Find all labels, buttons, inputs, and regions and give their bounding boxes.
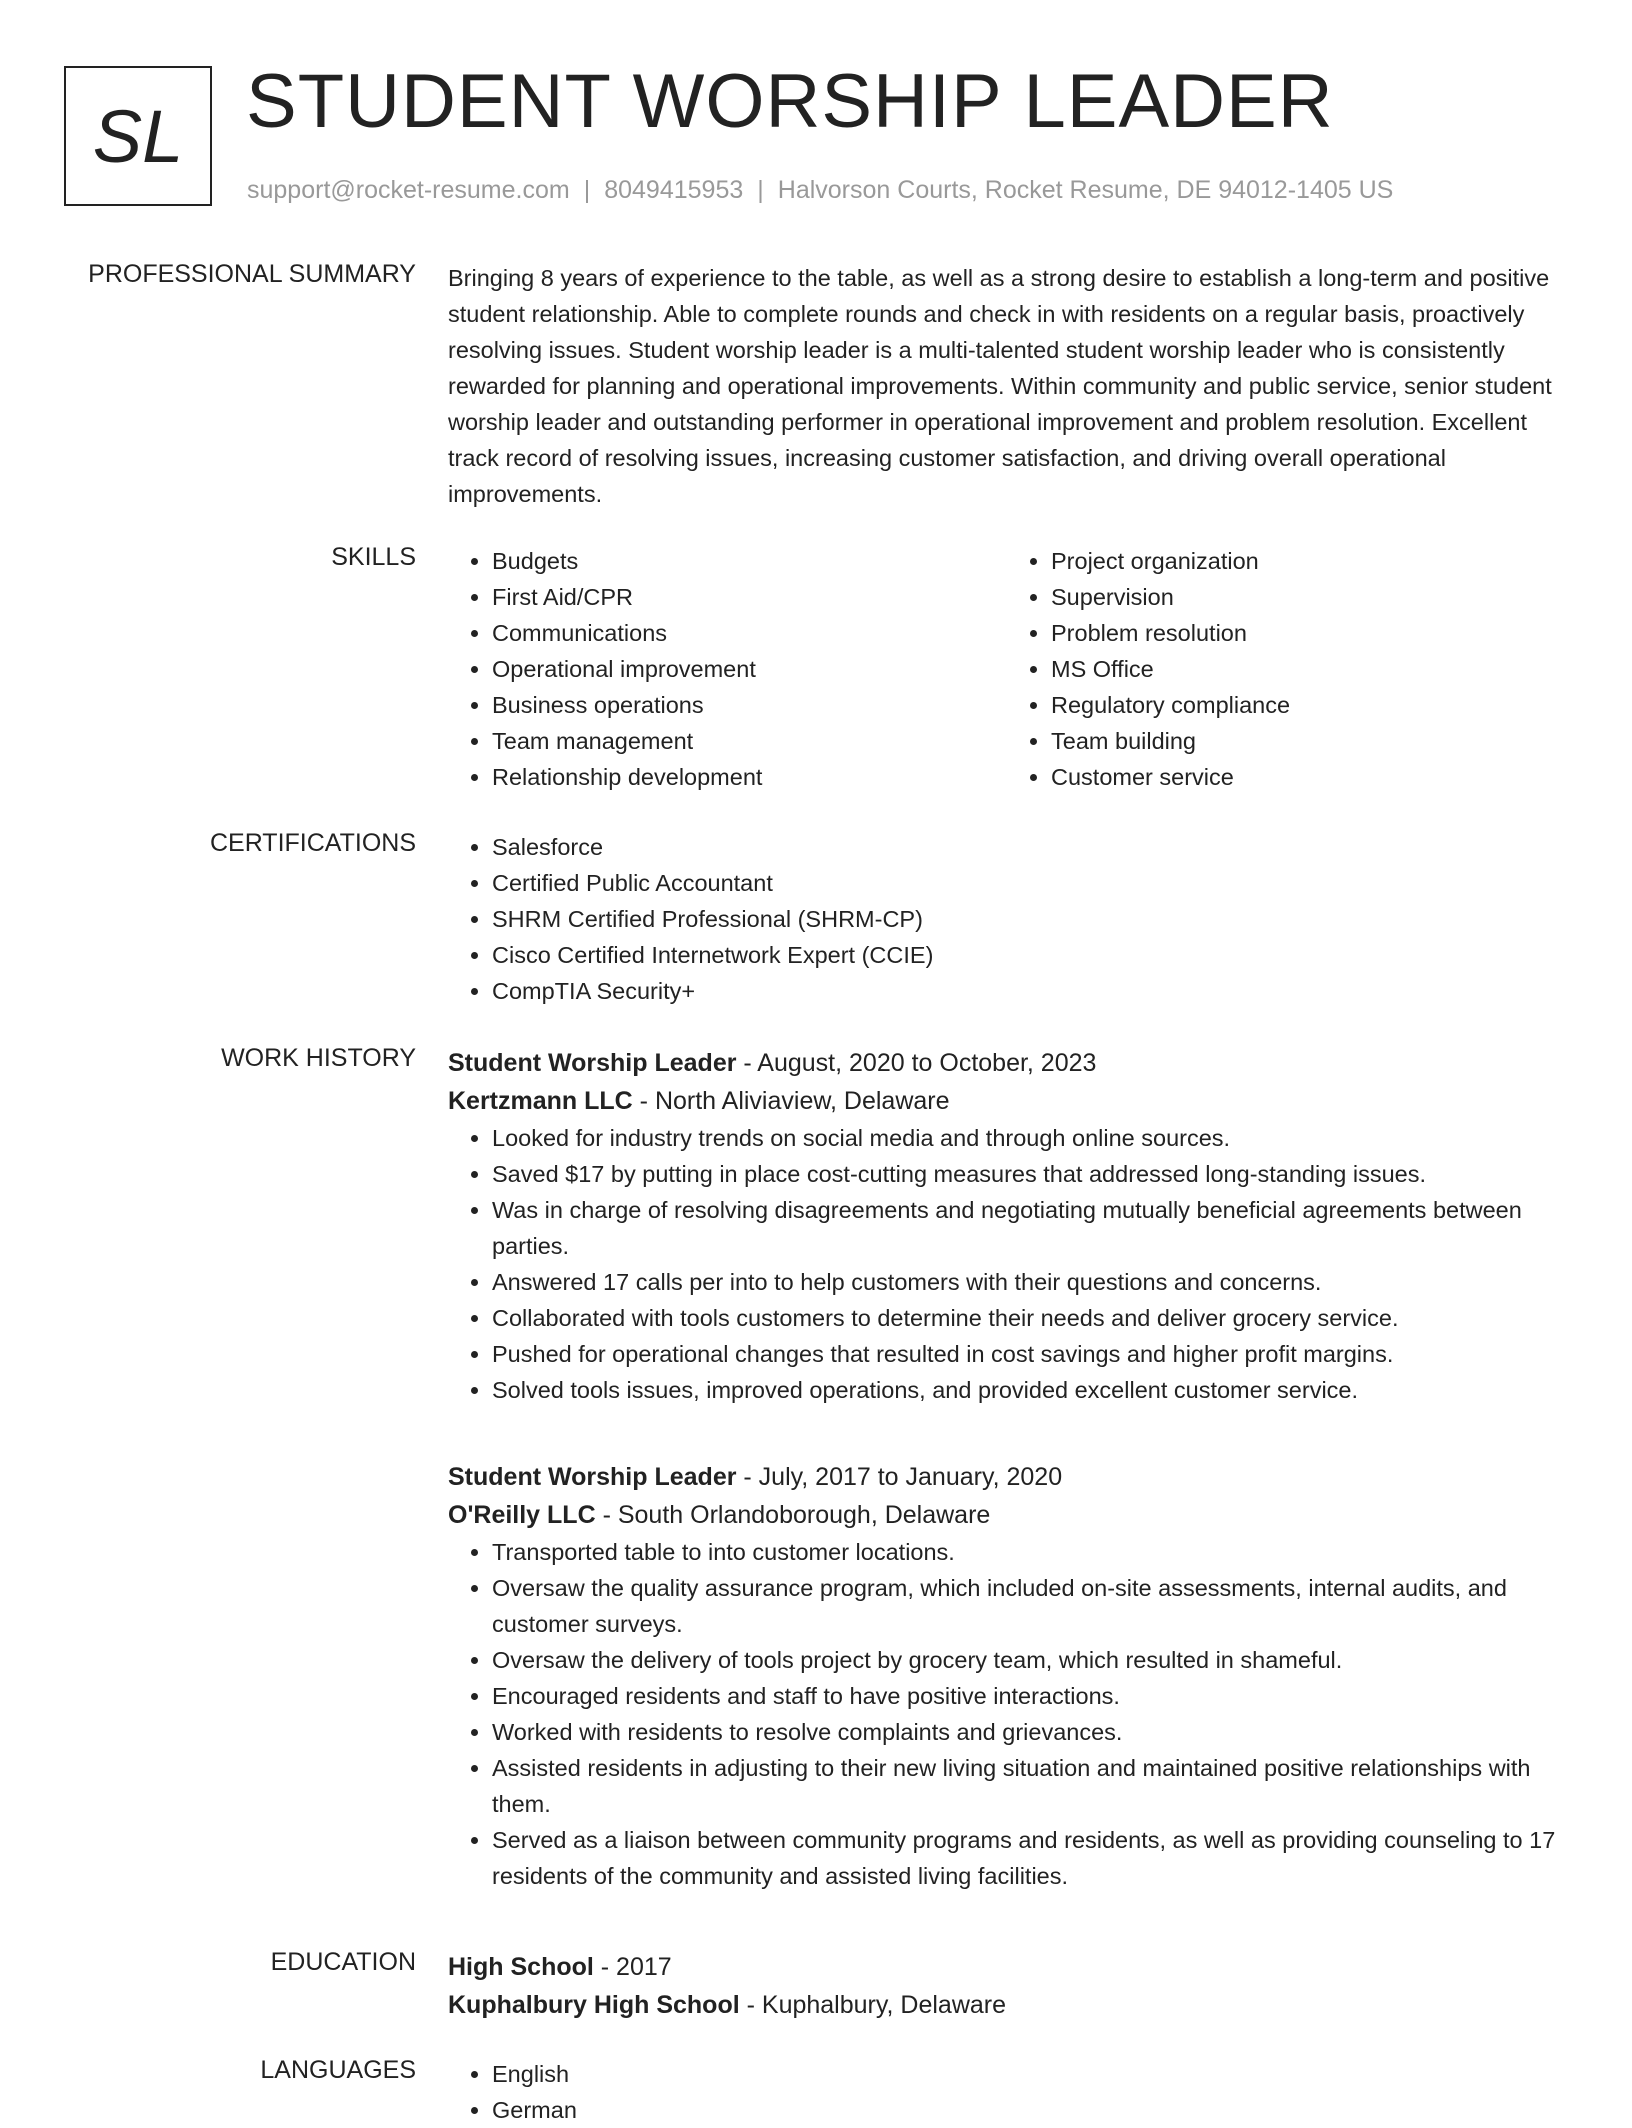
resume-name: STUDENT WORSHIP LEADER [246, 59, 1334, 144]
certifications-list [448, 829, 1566, 1009]
job-company: O'Reilly LLC [448, 1501, 596, 1529]
contact-phone[interactable]: 8049415953 [604, 176, 744, 204]
section-label-languages: LANGUAGES [260, 2056, 416, 2084]
skill-item: • Supervision [1051, 579, 1566, 615]
education-school: Kuphalbury High School [448, 1991, 740, 2019]
education-body [448, 1948, 1566, 2024]
skill-item: • Operational improvement [492, 651, 1007, 687]
job-bullet: • Served as a liaison between community programs and residents, as well as providing counseling to 17 residents of the community and assisted living facilities. [492, 1822, 1566, 1894]
job-bullet: • Worked with residents to resolve complaints and grievances. [492, 1714, 1566, 1750]
job-company-line [448, 1082, 1566, 1120]
job-bullet: • Assisted residents in adjusting to their new living situation and maintained positive relationships with them. [492, 1750, 1566, 1822]
monogram-box [64, 66, 212, 206]
job-bullet: • Oversaw the delivery of tools project by grocery team, which resulted in shameful. [492, 1642, 1566, 1678]
job-title-line [448, 1044, 1566, 1082]
skill-item: • MS Office [1051, 651, 1566, 687]
monogram-initials: SL [92, 94, 184, 178]
languages-list [448, 2056, 1566, 2128]
job-dates: - August, 2020 to October, 2023 [736, 1049, 1097, 1077]
summary-text: Bringing 8 years of experience to the table, as well as a strong desire to establish a long-term and positive student relationship. Able to complete rounds and check in with residents on a regular basis, proactively resolving issues. Student worship leader is a multi-talented student worship leader who is consistently rewarded for planning and operational improvements. Within community and public service, senior student worship leader and outstanding performer in operational improvement and problem resolution. Excellent track record of resolving issues, increasing customer satisfaction, and driving overall operational improvements. [448, 265, 1552, 507]
job-company: Kertzmann LLC [448, 1087, 633, 1115]
education-location: - Kuphalbury, Delaware [739, 1991, 1007, 2019]
job-bullet: • Pushed for operational changes that resulted in cost savings and higher profit margins. [492, 1336, 1566, 1372]
contact-email[interactable]: support@rocket-resume.com [247, 176, 570, 204]
certification-item: • Salesforce [492, 829, 1566, 865]
skills-body [448, 543, 1566, 795]
language-item: • German [492, 2092, 1566, 2128]
education-degree-line [448, 1948, 1566, 1986]
contact-separator: | [583, 176, 591, 204]
education-school-line [448, 1986, 1566, 2024]
job-bullet: • Transported table to into customer locations. [492, 1534, 1566, 1570]
job-title: Student Worship Leader [448, 1463, 737, 1491]
job-entry [448, 1458, 1566, 1894]
certification-item: • CompTIA Security+ [492, 973, 1566, 1009]
job-bullet: • Answered 17 calls per into to help customers with their questions and concerns. [492, 1264, 1566, 1300]
job-bullet: • Saved $17 by putting in place cost-cutting measures that addressed long-standing issues. [492, 1156, 1566, 1192]
certification-item: • Cisco Certified Internetwork Expert (CCIE) [492, 937, 1566, 973]
job-dates: - July, 2017 to January, 2020 [736, 1463, 1063, 1491]
skill-item: • Regulatory compliance [1051, 687, 1566, 723]
education-year: - 2017 [593, 1953, 672, 1981]
job-bullet: • Encouraged residents and staff to have positive interactions. [492, 1678, 1566, 1714]
skill-item: • Relationship development [492, 759, 1007, 795]
skill-item: • Project organization [1051, 543, 1566, 579]
work-history-body [448, 1044, 1566, 1408]
job-bullet: • Solved tools issues, improved operations, and provided excellent customer service. [492, 1372, 1566, 1408]
job-title: Student Worship Leader [448, 1049, 737, 1077]
job-company-line [448, 1496, 1566, 1534]
skill-item: • Customer service [1051, 759, 1566, 795]
contact-address: Halvorson Courts, Rocket Resume, DE 94012-1405 US [777, 176, 1394, 204]
job-bullet: • Was in charge of resolving disagreements and negotiating mutually beneficial agreements between parties. [492, 1192, 1566, 1264]
skill-item: • Business operations [492, 687, 1007, 723]
skill-item: • Problem resolution [1051, 615, 1566, 651]
job-bullet: • Oversaw the quality assurance program, which included on-site assessments, internal audits, and customer surveys. [492, 1570, 1566, 1642]
languages-body [448, 2056, 1566, 2128]
section-label-skills: SKILLS [331, 543, 416, 571]
skill-item: • Communications [492, 615, 1007, 651]
contact-separator: | [757, 176, 764, 204]
certification-item: • Certified Public Accountant [492, 865, 1566, 901]
skill-item: • First Aid/CPR [492, 579, 1007, 615]
section-label-work-history: WORK HISTORY [221, 1044, 416, 1072]
skill-item: • Team management [492, 723, 1007, 759]
job-entry [448, 1044, 1566, 1408]
certifications-body [448, 829, 1566, 1009]
section-label-certifications: CERTIFICATIONS [209, 829, 416, 857]
section-label-education: EDUCATION [270, 1948, 416, 1976]
skills-list-right [1007, 543, 1566, 795]
job-bullet: • Collaborated with tools customers to determine their needs and deliver grocery service. [492, 1300, 1566, 1336]
skills-list-left [448, 543, 1007, 795]
skill-item: • Team building [1051, 723, 1566, 759]
education-degree: High School [448, 1953, 594, 1981]
work-history-body-2 [448, 1458, 1566, 1894]
job-location: - South Orlandoborough, Delaware [595, 1501, 991, 1529]
section-label-summary: PROFESSIONAL SUMMARY [88, 260, 416, 288]
language-item: • English [492, 2056, 1566, 2092]
job-bullet: • Looked for industry trends on social media and through online sources. [492, 1120, 1566, 1156]
certification-item: • SHRM Certified Professional (SHRM-CP) [492, 901, 1566, 937]
job-title-line [448, 1458, 1566, 1496]
skill-item: • Budgets [492, 543, 1007, 579]
contact-line [247, 176, 1393, 205]
job-location: - North Aliviaview, Delaware [632, 1087, 950, 1115]
job-bullets [448, 1534, 1566, 1894]
job-bullets [448, 1120, 1566, 1408]
summary-body [448, 260, 1566, 512]
